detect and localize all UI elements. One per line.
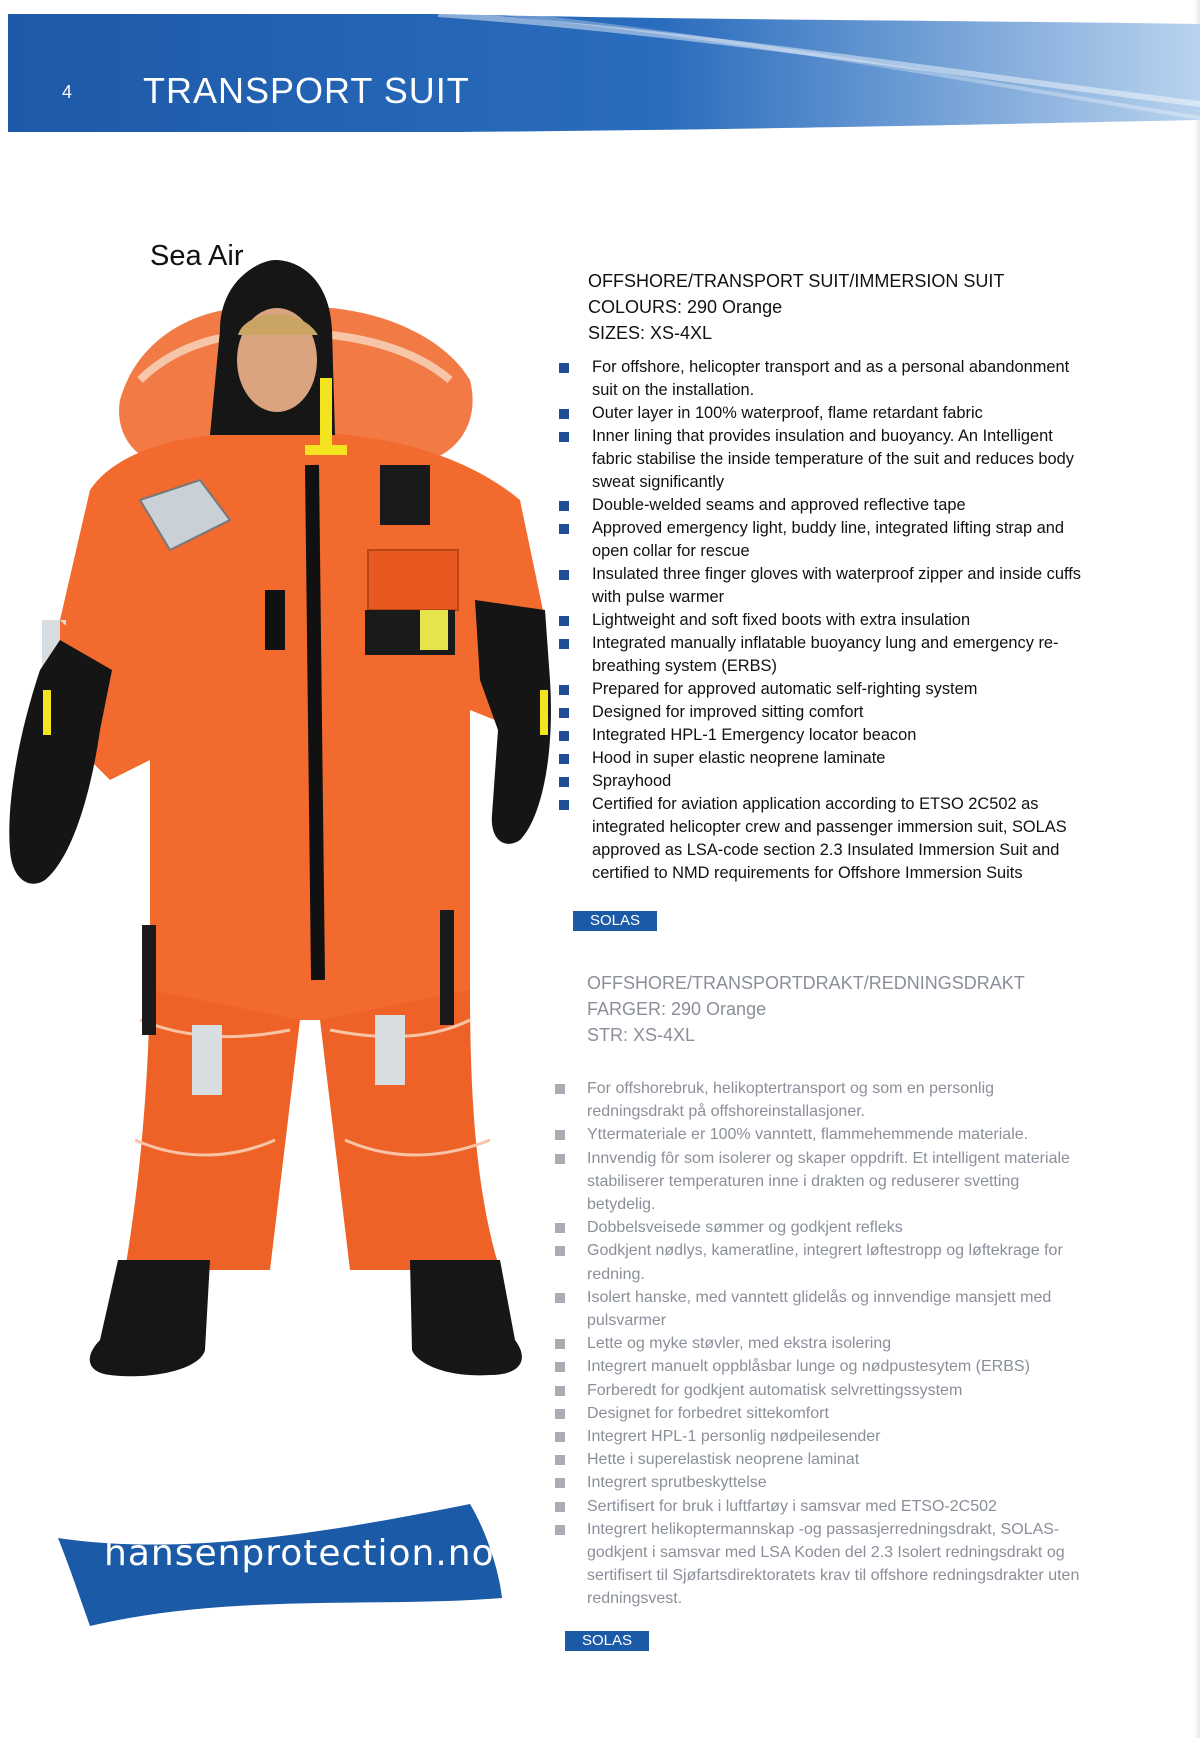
list-item: Integrated HPL-1 Emergency locator beacon xyxy=(556,724,1096,747)
product-name: Sea Air xyxy=(150,240,244,272)
bullet-square-icon xyxy=(555,1455,565,1465)
list-item: Integrert sprutbeskyttelse xyxy=(552,1471,1092,1494)
page-number: 4 xyxy=(62,82,73,102)
list-item: Hette i superelastisk neoprene laminat xyxy=(552,1448,1092,1471)
bullet-square-icon xyxy=(559,432,569,442)
bullet-square-icon xyxy=(559,731,569,741)
solas-badge: SOLAS xyxy=(565,1631,649,1651)
bullet-square-icon xyxy=(555,1293,565,1303)
list-item: Sertifisert for bruk i luftfartøy i samsvar med ETSO-2C502 xyxy=(552,1495,1092,1518)
feature-list-no xyxy=(552,1077,1092,1611)
list-item: Certified for aviation application according to ETSO 2C502 as integrated helicopter crew and passenger immersion suit, SOLAS approved as LSA-code section 2.3 Insulated Immersion Suit and certified to NMD requirements for Offshore Immersion Suits xyxy=(556,793,1096,885)
list-item: Integrert helikoptermannskap -og passasjerredningsdrakt, SOLAS- godkjent i samsvar med LSA Koden del 2.3 Isolert redningsdrakt og sertifisert til Sjøfartsdirektoratets krav til offshore redningsdrakter uten redningsvest. xyxy=(552,1518,1092,1611)
bullet-square-icon xyxy=(555,1339,565,1349)
immersion-suit-illustration xyxy=(0,260,570,1540)
list-item: Sprayhood xyxy=(556,770,1096,793)
bullet-square-icon xyxy=(559,363,569,373)
spec-line: STR: XS-4XL xyxy=(587,1025,696,1045)
list-item: Double-welded seams and approved reflective tape xyxy=(556,494,1096,517)
list-item: Yttermateriale er 100% vanntett, flammehemmende materiale. xyxy=(552,1123,1092,1146)
list-item: Godkjent nødlys, kameratline, integrert løftestropp og løftekrage for redning. xyxy=(552,1239,1092,1285)
spec-header-en xyxy=(588,268,1004,346)
bullet-square-icon xyxy=(559,754,569,764)
website-link[interactable]: hansenprotection.no xyxy=(104,1533,495,1574)
list-item: For offshore, helicopter transport and as a personal abandonment suit on the installation. xyxy=(556,356,1096,402)
list-item: Hood in super elastic neoprene laminate xyxy=(556,747,1096,770)
list-item: Lightweight and soft fixed boots with extra insulation xyxy=(556,609,1096,632)
list-item: Forberedt for godkjent automatisk selvrettingssystem xyxy=(552,1379,1092,1402)
list-item: Integrert HPL-1 personlig nødpeilesender xyxy=(552,1425,1092,1448)
list-item: Approved emergency light, buddy line, integrated lifting strap and open collar for rescue xyxy=(556,517,1096,563)
page-title: TRANSPORT SUIT xyxy=(143,70,470,111)
list-item: Lette og myke støvler, med ekstra isolering xyxy=(552,1332,1092,1355)
bullet-square-icon xyxy=(559,800,569,810)
bullet-square-icon xyxy=(559,639,569,649)
list-item: Integrated manually inflatable buoyancy lung and emergency re-breathing system (ERBS) xyxy=(556,632,1096,678)
list-item: Outer layer in 100% waterproof, flame retardant fabric xyxy=(556,402,1096,425)
bullet-square-icon xyxy=(555,1409,565,1419)
bullet-square-icon xyxy=(555,1502,565,1512)
spec-header-no xyxy=(587,970,1025,1048)
bullet-square-icon xyxy=(559,616,569,626)
bullet-square-icon xyxy=(555,1432,565,1442)
bullet-square-icon xyxy=(559,524,569,534)
page-edge xyxy=(1194,0,1200,1738)
list-item: Prepared for approved automatic self-righting system xyxy=(556,678,1096,701)
spec-line: FARGER: 290 Orange xyxy=(587,999,767,1019)
spec-line: OFFSHORE/TRANSPORT SUIT/IMMERSION SUIT xyxy=(588,271,1005,291)
bullet-square-icon xyxy=(555,1362,565,1372)
list-item: Integrert manuelt oppblåsbar lunge og nødpustesytem (ERBS) xyxy=(552,1355,1092,1378)
bullet-square-icon xyxy=(555,1386,565,1396)
spec-line: OFFSHORE/TRANSPORTDRAKT/REDNINGSDRAKT xyxy=(587,973,1025,993)
bullet-square-icon xyxy=(559,501,569,511)
bullet-square-icon xyxy=(559,685,569,695)
spec-line: SIZES: XS-4XL xyxy=(588,323,713,343)
bullet-square-icon xyxy=(555,1084,565,1094)
list-item: Inner lining that provides insulation and buoyancy. An Intelligent fabric stabilise the inside temperature of the suit and reduces body sweat significantly xyxy=(556,425,1096,494)
bullet-square-icon xyxy=(559,777,569,787)
bullet-square-icon xyxy=(555,1246,565,1256)
bullet-square-icon xyxy=(555,1525,565,1535)
list-item: Designet for forbedret sittekomfort xyxy=(552,1402,1092,1425)
list-item: Dobbelsveisede sømmer og godkjent refleks xyxy=(552,1216,1092,1239)
bullet-square-icon xyxy=(555,1223,565,1233)
list-item: Designed for improved sitting comfort xyxy=(556,701,1096,724)
list-item: Innvendig fôr som isolerer og skaper oppdrift. Et intelligent materiale stabiliserer temperaturen inne i drakten og reduserer svetting betydelig. xyxy=(552,1147,1092,1217)
bullet-square-icon xyxy=(559,570,569,580)
list-item: For offshorebruk, helikoptertransport og som en personlig redningsdrakt på offshoreinstallasjoner. xyxy=(552,1077,1092,1123)
bullet-square-icon xyxy=(559,409,569,419)
bullet-square-icon xyxy=(555,1154,565,1164)
list-item: Insulated three finger gloves with waterproof zipper and inside cuffs with pulse warmer xyxy=(556,563,1096,609)
spec-line: COLOURS: 290 Orange xyxy=(588,297,783,317)
solas-badge: SOLAS xyxy=(573,911,657,931)
list-item: Isolert hanske, med vanntett glidelås og innvendige mansjett med pulsvarmer xyxy=(552,1286,1092,1332)
bullet-square-icon xyxy=(559,708,569,718)
bullet-square-icon xyxy=(555,1130,565,1140)
feature-list-en xyxy=(556,356,1096,885)
bullet-square-icon xyxy=(555,1478,565,1488)
